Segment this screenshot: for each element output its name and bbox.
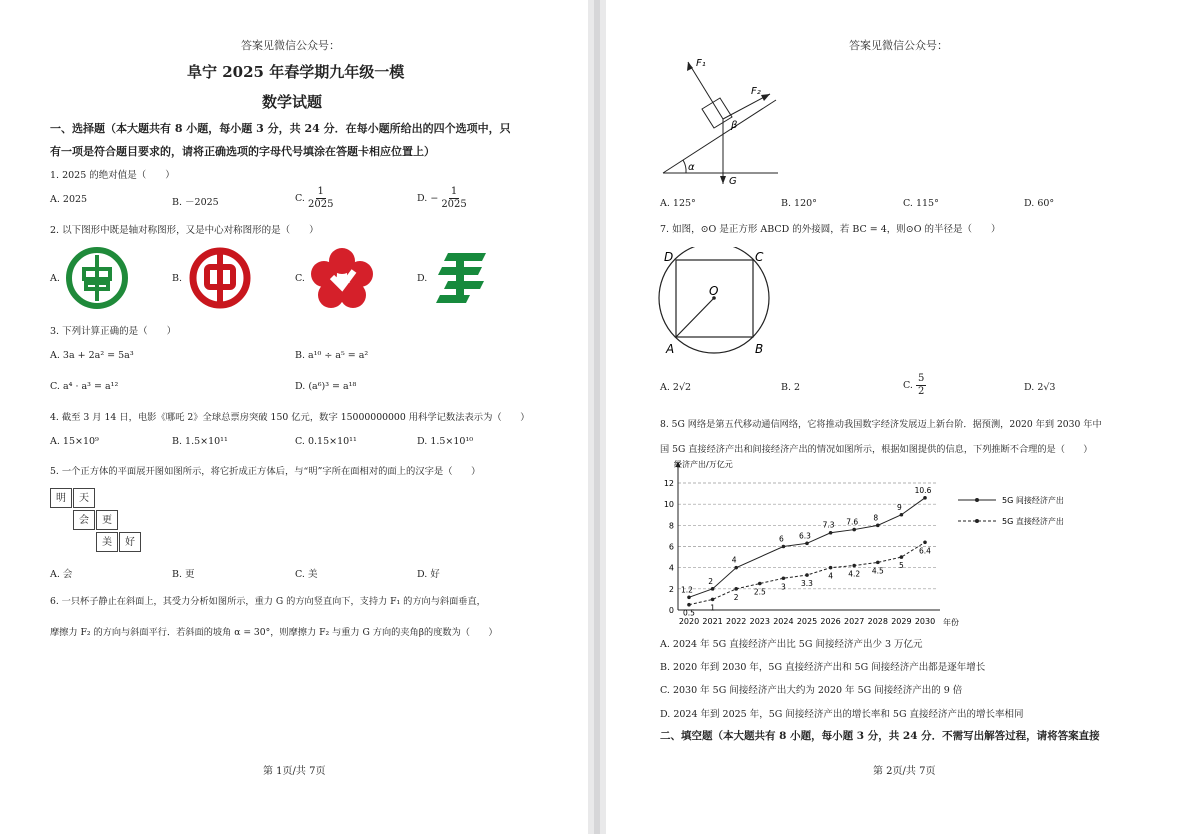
data-label: 4 — [731, 555, 737, 565]
data-label: 6 — [779, 534, 784, 544]
x-tick-label: 2030 — [914, 617, 936, 626]
circle-square-diagram — [658, 247, 778, 357]
q7-stem: 7. 如图，⊙O 是正方形 ABCD 的外接圆，若 BC = 4，则⊙O 的半径是（ ） — [660, 224, 1001, 235]
q4-option-c: C. 0.15×10¹¹ — [295, 436, 357, 447]
page-header: 答案见微信公众号： — [241, 39, 340, 52]
indirect-output-point — [876, 524, 880, 528]
data-label: 4 — [828, 571, 833, 581]
indirect-output-point — [687, 596, 691, 600]
section-heading-line2: 有一项是符合题目要求的，请将正确选项的字母代号填涂在答题卡相应位置上） — [50, 145, 435, 158]
page-1 — [0, 0, 588, 834]
indirect-output-point — [900, 513, 904, 517]
data-label: 4.2 — [848, 569, 861, 579]
page-2 — [606, 0, 1200, 834]
q6-option-b: B. 120° — [781, 198, 817, 209]
label-f1: F₁ — [696, 58, 706, 69]
q3-option-b: B. a¹⁰ ÷ a⁵ = a² — [295, 350, 369, 361]
q5-option-a: A. 会 — [50, 569, 73, 580]
y-tick-label: 8 — [668, 521, 674, 531]
label-d: D — [664, 250, 674, 264]
q4-option-b: B. 1.5×10¹¹ — [172, 436, 228, 447]
legend-label: 5G 直接经济产出 — [1002, 517, 1064, 526]
q1-option-d-fraction — [441, 186, 466, 211]
q1-option-a: A. 2025 — [50, 194, 88, 205]
q3-stem: 3. 下列计算正确的是（ ） — [50, 326, 177, 337]
label-beta: β — [731, 120, 738, 131]
x-tick-label: 2025 — [796, 617, 818, 626]
q7-option-c-label: C. — [903, 380, 913, 391]
direct-output-point — [923, 540, 927, 544]
q8-stem-line2: 国 5G 直接经济产出和间接经济产出的情况如图所示，根据如图提供的信息，下列推断不合理的是（ ） — [660, 444, 1093, 455]
chart-legend — [958, 495, 1064, 526]
label-a: A — [666, 342, 675, 356]
q2-option-c: C. — [295, 273, 305, 284]
q1-option-c — [295, 186, 333, 211]
direct-output-point — [782, 576, 786, 580]
section-heading-line1: 一、选择题（本大题共有 8 小题，每小题 3 分，共 24 分．在每小题所给出的四个选项中，只 — [50, 122, 511, 135]
direct-output-point — [852, 564, 856, 568]
q1-option-d — [417, 186, 467, 211]
q3-option-c: C. a⁴ · a³ = a¹² — [50, 381, 119, 392]
bank-of-china-logo-icon — [189, 247, 251, 309]
page-header: 答案见微信公众号： — [849, 39, 948, 52]
q8-option-b: B. 2020 年到 2030 年，5G 直接经济产出和 5G 间接经济产出都是逐年增长 — [660, 662, 986, 673]
label-g: G — [729, 176, 737, 187]
q4-option-d: D. 1.5×10¹⁰ — [417, 436, 474, 447]
net-cell-3: 会 — [73, 510, 95, 530]
data-label: 3 — [781, 582, 786, 592]
x-tick-label: 2023 — [749, 617, 770, 626]
x-tick-label: 2028 — [867, 617, 888, 626]
china-post-logo-icon — [434, 247, 492, 309]
indirect-output-point — [734, 566, 738, 570]
data-label: 8 — [873, 513, 879, 523]
page-footer: 第 2页/共 7页 — [873, 766, 936, 777]
legend-label: 5G 间接经济产出 — [1002, 496, 1064, 505]
economic-output-chart — [658, 455, 1098, 630]
q5-stem: 5. 一个正方体的平面展开图如图所示，将它折成正方体后，与“明”字所在面相对的面上的汉字是（ ） — [50, 466, 481, 477]
fraction-numerator: 1 — [450, 186, 458, 197]
x-tick-label: 2022 — [726, 617, 747, 626]
label-alpha: α — [688, 162, 695, 173]
q7-option-d: D. 2√3 — [1024, 382, 1056, 393]
direct-output-point — [829, 566, 833, 570]
net-cell-5: 美 — [96, 532, 118, 552]
page-subtitle: 数学试题 — [262, 93, 323, 111]
q1-option-d-label: D. − — [417, 193, 439, 204]
data-label: 6.4 — [919, 546, 931, 556]
q8-option-d: D. 2024 年到 2025 年，5G 间接经济产出的增长率和 5G 直接经济产出的增长率相同 — [660, 709, 1024, 720]
page-footer: 第 1页/共 7页 — [263, 766, 326, 777]
y-tick-label: 4 — [668, 563, 674, 573]
data-label: 1.2 — [681, 585, 693, 595]
label-f2: F₂ — [751, 86, 761, 97]
q2-option-d: D. — [417, 273, 428, 284]
data-label: 7.3 — [822, 520, 835, 530]
fraction-denominator: 2025 — [307, 199, 334, 210]
x-tick-label: 2027 — [844, 617, 865, 626]
q8-option-c: C. 2030 年 5G 间接经济产出大约为 2020 年 5G 间接经济产出的 9 倍 — [660, 685, 963, 696]
y-tick-label: 10 — [663, 500, 674, 510]
net-cell-2: 天 — [73, 488, 95, 508]
q2-option-b: B. — [172, 273, 183, 284]
q4-option-a: A. 15×10⁹ — [50, 436, 99, 447]
data-label: 2.5 — [753, 587, 766, 597]
agricultural-bank-logo-icon — [66, 247, 128, 309]
net-cell-6: 好 — [119, 532, 141, 552]
y-tick-label: 0 — [668, 606, 674, 615]
data-label: 10.6 — [914, 485, 932, 495]
q7-option-c — [903, 373, 926, 398]
q3-option-a: A. 3a + 2a² = 5a³ — [50, 350, 134, 361]
direct-output-point — [876, 561, 880, 565]
chart-series — [681, 486, 932, 618]
direct-output-point — [758, 582, 762, 586]
x-tick-label: 2021 — [702, 617, 723, 626]
data-label: 6.3 — [799, 531, 811, 541]
incline-force-diagram — [658, 54, 788, 189]
net-cell-4: 更 — [96, 510, 118, 530]
x-tick-label: 2020 — [678, 617, 700, 626]
indirect-output-point — [782, 545, 786, 549]
page-title: 阜宁 2025 年春学期九年级一模 — [187, 63, 405, 81]
label-b: B — [755, 342, 764, 356]
y-tick-label: 12 — [663, 479, 674, 488]
q5-option-c: C. 美 — [295, 569, 318, 580]
q7-option-b: B. 2 — [781, 382, 801, 393]
x-tick-label: 2026 — [820, 617, 841, 626]
indirect-output-point — [711, 587, 715, 591]
indirect-output-point — [829, 531, 833, 535]
q1-option-c-fraction — [308, 186, 333, 211]
legend-marker — [975, 519, 979, 523]
q6-stem-line1: 6. 一只杯子静止在斜面上，其受力分析如图所示，重力 G 的方向竖直向下，支持力 F₁ 的方向与斜面垂直， — [50, 596, 486, 607]
q1-option-c-label: C. — [295, 193, 305, 204]
indirect-output-point — [852, 528, 856, 532]
q7-option-a: A. 2√2 — [660, 382, 692, 393]
legend-marker — [975, 498, 979, 502]
indirect-output-point — [923, 496, 927, 500]
fraction-numerator: 1 — [317, 186, 324, 197]
q6-option-c: C. 115° — [903, 198, 939, 209]
fraction-numerator: 5 — [917, 373, 925, 384]
data-label: 4.5 — [871, 566, 884, 576]
x-tick-label: 2024 — [773, 617, 794, 626]
q1-stem: 1. 2025 的绝对值是（ ） — [50, 170, 175, 181]
q3-option-d: D. (a⁶)³ = a¹⁸ — [295, 381, 357, 392]
q7-option-c-fraction — [916, 373, 926, 398]
label-c: C — [755, 250, 764, 264]
q1-option-b: B. －2025 — [172, 197, 219, 208]
fraction-denominator: 2 — [917, 386, 925, 397]
data-label: 5 — [899, 561, 904, 571]
fraction-denominator: 2025 — [441, 199, 467, 210]
q5-option-d: D. 好 — [417, 569, 440, 580]
q2-stem: 2. 以下图形中既是轴对称图形，又是中心对称图形的是（ ） — [50, 225, 319, 236]
data-label: 3.3 — [801, 579, 813, 589]
q6-option-a: A. 125° — [660, 198, 696, 209]
direct-output-point — [687, 603, 691, 607]
direct-output-point — [900, 555, 904, 559]
direct-output-point — [734, 587, 738, 591]
indirect-output-point — [805, 542, 809, 546]
q4-stem: 4. 截至 3 月 14 日，电影《哪吒 2》全球总票房突破 150 亿元，数字 15000000000 用科学记数法表示为（ ） — [50, 412, 530, 423]
y-tick-label: 2 — [668, 584, 674, 594]
q8-option-a: A. 2024 年 5G 直接经济产出比 5G 间接经济产出少 3 万亿元 — [660, 639, 923, 650]
page-gutter — [594, 0, 600, 834]
data-label: 2 — [708, 576, 713, 586]
direct-output-point — [711, 598, 715, 602]
q6-option-d: D. 60° — [1024, 198, 1055, 209]
data-label: 1 — [710, 603, 715, 613]
flower-logo-icon — [310, 247, 374, 309]
chart-y-axis-label: 经济产出/万亿元 — [674, 460, 733, 469]
data-label: 9 — [897, 502, 902, 512]
section-heading-fill-in: 二、填空题（本大题共有 8 小题，每小题 3 分，共 24 分．不需写出解答过程，请将答案直接 — [660, 730, 1100, 742]
q2-option-a: A. — [50, 273, 60, 284]
data-label: 2 — [733, 592, 739, 602]
x-tick-label: 2029 — [891, 617, 912, 626]
y-tick-label: 6 — [668, 542, 674, 552]
net-cell-1: 明 — [50, 488, 72, 508]
chart-x-axis-label: 年份 — [943, 618, 959, 627]
q5-option-b: B. 更 — [172, 569, 195, 580]
q8-stem-line1: 8. 5G 网络是第五代移动通信网络，它将推动我国数字经济发展迈上新台阶．据预测，2020 年到 2030 年中 — [660, 419, 1102, 430]
q6-stem-line2: 摩擦力 F₂ 的方向与斜面平行．若斜面的坡角 α = 30°，则摩擦力 F₂ 与重力 G 方向的夹角β的度数为（ ） — [50, 627, 498, 638]
data-label: 7.6 — [846, 517, 859, 527]
data-label: 0.5 — [683, 608, 695, 618]
label-o: O — [709, 284, 719, 298]
direct-output-point — [805, 573, 809, 577]
